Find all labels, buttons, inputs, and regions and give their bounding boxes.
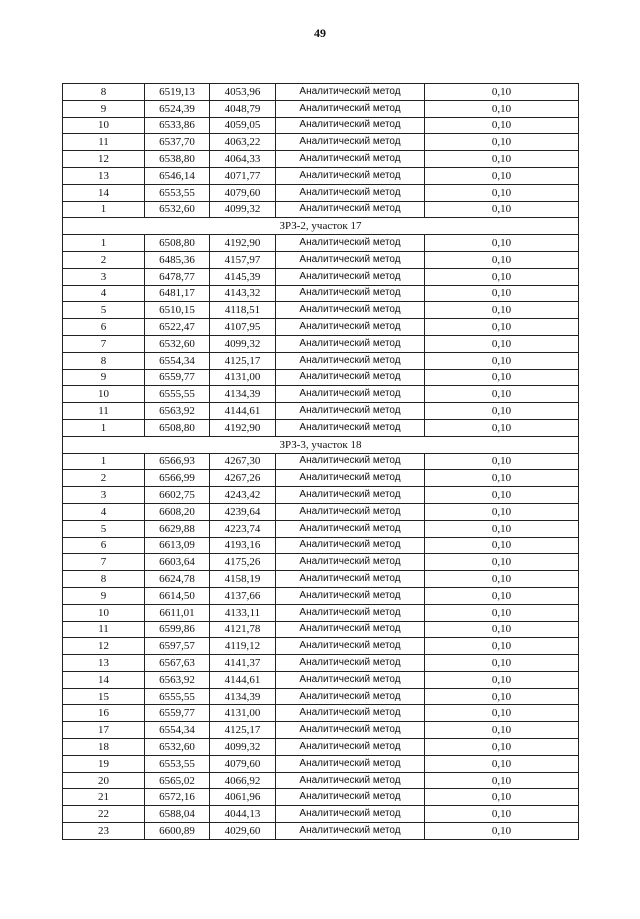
determination-method: Аналитический метод: [276, 520, 425, 537]
accuracy-value: 0,10: [425, 621, 579, 638]
determination-method: Аналитический метод: [276, 823, 425, 840]
coordinate-x: 6508,80: [145, 419, 210, 436]
determination-method: Аналитический метод: [276, 587, 425, 604]
coordinate-y: 4133,11: [210, 604, 276, 621]
determination-method: Аналитический метод: [276, 84, 425, 101]
determination-method: Аналитический метод: [276, 251, 425, 268]
accuracy-value: 0,10: [425, 369, 579, 386]
coordinate-x: 6567,63: [145, 655, 210, 672]
coordinate-x: 6555,55: [145, 386, 210, 403]
coordinate-y: 4053,96: [210, 84, 276, 101]
coordinate-y: 4192,90: [210, 419, 276, 436]
table-row: [63, 688, 579, 705]
accuracy-value: 0,10: [425, 655, 579, 672]
table-row: [63, 739, 579, 756]
determination-method: Аналитический метод: [276, 151, 425, 168]
coordinate-y: 4134,39: [210, 386, 276, 403]
determination-method: Аналитический метод: [276, 167, 425, 184]
coordinate-x: 6481,17: [145, 285, 210, 302]
accuracy-value: 0,10: [425, 302, 579, 319]
coordinate-y: 4059,05: [210, 117, 276, 134]
table-row: [63, 403, 579, 420]
coordinate-x: 6597,57: [145, 638, 210, 655]
point-number: 13: [63, 655, 145, 672]
determination-method: Аналитический метод: [276, 335, 425, 352]
accuracy-value: 0,10: [425, 386, 579, 403]
determination-method: Аналитический метод: [276, 117, 425, 134]
page-number: 49: [314, 26, 326, 40]
accuracy-value: 0,10: [425, 470, 579, 487]
accuracy-value: 0,10: [425, 739, 579, 756]
coordinate-y: 4193,16: [210, 537, 276, 554]
coordinate-y: 4175,26: [210, 554, 276, 571]
table-row: [63, 167, 579, 184]
coordinate-y: 4143,32: [210, 285, 276, 302]
coordinates-table: [62, 83, 579, 840]
point-number: 17: [63, 722, 145, 739]
table-row: [63, 201, 579, 218]
determination-method: Аналитический метод: [276, 621, 425, 638]
point-number: 21: [63, 789, 145, 806]
coordinate-x: 6563,92: [145, 403, 210, 420]
point-number: 5: [63, 302, 145, 319]
table-row: [63, 470, 579, 487]
determination-method: Аналитический метод: [276, 554, 425, 571]
table-row: [63, 285, 579, 302]
accuracy-value: 0,10: [425, 100, 579, 117]
coordinate-x: 6600,89: [145, 823, 210, 840]
point-number: 9: [63, 100, 145, 117]
coordinate-y: 4099,32: [210, 739, 276, 756]
accuracy-value: 0,10: [425, 184, 579, 201]
section-header-row: [63, 436, 579, 453]
coordinate-x: 6614,50: [145, 587, 210, 604]
table-row: [63, 335, 579, 352]
coordinate-x: 6611,01: [145, 604, 210, 621]
table-row: [63, 638, 579, 655]
point-number: 11: [63, 621, 145, 638]
coordinate-y: 4125,17: [210, 352, 276, 369]
determination-method: Аналитический метод: [276, 319, 425, 336]
point-number: 9: [63, 587, 145, 604]
coordinate-y: 4267,30: [210, 453, 276, 470]
table-row: [63, 823, 579, 840]
determination-method: Аналитический метод: [276, 403, 425, 420]
point-number: 20: [63, 772, 145, 789]
determination-method: Аналитический метод: [276, 638, 425, 655]
accuracy-value: 0,10: [425, 604, 579, 621]
point-number: 8: [63, 84, 145, 101]
determination-method: Аналитический метод: [276, 671, 425, 688]
coordinate-y: 4066,92: [210, 772, 276, 789]
accuracy-value: 0,10: [425, 117, 579, 134]
point-number: 8: [63, 352, 145, 369]
coordinate-x: 6538,80: [145, 151, 210, 168]
coordinate-x: 6559,77: [145, 369, 210, 386]
accuracy-value: 0,10: [425, 251, 579, 268]
coordinate-x: 6553,55: [145, 755, 210, 772]
coordinate-x: 6546,14: [145, 167, 210, 184]
table-row: [63, 487, 579, 504]
accuracy-value: 0,10: [425, 806, 579, 823]
coordinate-y: 4157,97: [210, 251, 276, 268]
point-number: 5: [63, 520, 145, 537]
table-row: [63, 184, 579, 201]
coordinate-y: 4044,13: [210, 806, 276, 823]
coordinate-y: 4239,64: [210, 503, 276, 520]
coordinate-y: 4223,74: [210, 520, 276, 537]
coordinate-x: 6629,88: [145, 520, 210, 537]
determination-method: Аналитический метод: [276, 235, 425, 252]
coordinate-x: 6554,34: [145, 722, 210, 739]
coordinate-y: 4118,51: [210, 302, 276, 319]
coordinate-x: 6602,75: [145, 487, 210, 504]
point-number: 9: [63, 369, 145, 386]
table-row: [63, 554, 579, 571]
determination-method: Аналитический метод: [276, 352, 425, 369]
accuracy-value: 0,10: [425, 84, 579, 101]
point-number: 8: [63, 571, 145, 588]
accuracy-value: 0,10: [425, 503, 579, 520]
table-row: [63, 671, 579, 688]
coordinate-x: 6555,55: [145, 688, 210, 705]
coordinate-x: 6559,77: [145, 705, 210, 722]
point-number: 7: [63, 335, 145, 352]
table-row: [63, 84, 579, 101]
coordinate-y: 4144,61: [210, 671, 276, 688]
coordinate-x: 6553,55: [145, 184, 210, 201]
table-row: [63, 235, 579, 252]
accuracy-value: 0,10: [425, 268, 579, 285]
coordinate-x: 6510,15: [145, 302, 210, 319]
point-number: 4: [63, 285, 145, 302]
coordinate-y: 4079,60: [210, 755, 276, 772]
point-number: 2: [63, 470, 145, 487]
coordinates-table-body: [63, 84, 579, 840]
table-row: [63, 520, 579, 537]
table-row: [63, 604, 579, 621]
coordinate-x: 6508,80: [145, 235, 210, 252]
determination-method: Аналитический метод: [276, 419, 425, 436]
point-number: 10: [63, 117, 145, 134]
determination-method: Аналитический метод: [276, 503, 425, 520]
determination-method: Аналитический метод: [276, 302, 425, 319]
table-row: [63, 302, 579, 319]
coordinate-x: 6563,92: [145, 671, 210, 688]
coordinate-y: 4099,32: [210, 201, 276, 218]
coordinate-x: 6533,86: [145, 117, 210, 134]
determination-method: Аналитический метод: [276, 772, 425, 789]
coordinate-x: 6566,93: [145, 453, 210, 470]
table-row: [63, 352, 579, 369]
coordinate-x: 6532,60: [145, 335, 210, 352]
point-number: 13: [63, 167, 145, 184]
table-row: [63, 369, 579, 386]
accuracy-value: 0,10: [425, 335, 579, 352]
accuracy-value: 0,10: [425, 755, 579, 772]
table-row: [63, 571, 579, 588]
accuracy-value: 0,10: [425, 520, 579, 537]
determination-method: Аналитический метод: [276, 755, 425, 772]
accuracy-value: 0,10: [425, 554, 579, 571]
table-row: [63, 772, 579, 789]
coordinate-x: 6485,36: [145, 251, 210, 268]
accuracy-value: 0,10: [425, 319, 579, 336]
accuracy-value: 0,10: [425, 587, 579, 604]
accuracy-value: 0,10: [425, 285, 579, 302]
point-number: 15: [63, 688, 145, 705]
accuracy-value: 0,10: [425, 235, 579, 252]
coordinate-x: 6532,60: [145, 201, 210, 218]
coordinate-x: 6524,39: [145, 100, 210, 117]
accuracy-value: 0,10: [425, 688, 579, 705]
point-number: 7: [63, 554, 145, 571]
accuracy-value: 0,10: [425, 671, 579, 688]
table-row: [63, 319, 579, 336]
table-row: [63, 722, 579, 739]
coordinate-y: 4048,79: [210, 100, 276, 117]
coordinate-y: 4267,26: [210, 470, 276, 487]
coordinate-y: 4071,77: [210, 167, 276, 184]
coordinate-y: 4119,12: [210, 638, 276, 655]
coordinate-x: 6603,64: [145, 554, 210, 571]
table-row: [63, 100, 579, 117]
point-number: 14: [63, 671, 145, 688]
point-number: 19: [63, 755, 145, 772]
table-row: [63, 655, 579, 672]
determination-method: Аналитический метод: [276, 268, 425, 285]
accuracy-value: 0,10: [425, 571, 579, 588]
point-number: 3: [63, 268, 145, 285]
determination-method: Аналитический метод: [276, 184, 425, 201]
determination-method: Аналитический метод: [276, 722, 425, 739]
determination-method: Аналитический метод: [276, 134, 425, 151]
determination-method: Аналитический метод: [276, 571, 425, 588]
determination-method: Аналитический метод: [276, 285, 425, 302]
point-number: 1: [63, 419, 145, 436]
coordinate-x: 6624,78: [145, 571, 210, 588]
point-number: 11: [63, 403, 145, 420]
coordinate-x: 6572,16: [145, 789, 210, 806]
point-number: 22: [63, 806, 145, 823]
coordinate-x: 6519,13: [145, 84, 210, 101]
determination-method: Аналитический метод: [276, 604, 425, 621]
coordinate-y: 4029,60: [210, 823, 276, 840]
point-number: 16: [63, 705, 145, 722]
coordinate-y: 4131,00: [210, 369, 276, 386]
coordinate-y: 4144,61: [210, 403, 276, 420]
accuracy-value: 0,10: [425, 201, 579, 218]
coordinate-x: 6554,34: [145, 352, 210, 369]
determination-method: Аналитический метод: [276, 655, 425, 672]
section-header-row: [63, 218, 579, 235]
accuracy-value: 0,10: [425, 537, 579, 554]
coordinate-y: 4137,66: [210, 587, 276, 604]
table-row: [63, 621, 579, 638]
section-title: ЗРЗ-2, участок 17: [63, 218, 579, 235]
coordinate-y: 4192,90: [210, 235, 276, 252]
coordinate-x: 6537,70: [145, 134, 210, 151]
determination-method: Аналитический метод: [276, 201, 425, 218]
point-number: 11: [63, 134, 145, 151]
point-number: 6: [63, 319, 145, 336]
coordinate-y: 4125,17: [210, 722, 276, 739]
accuracy-value: 0,10: [425, 453, 579, 470]
accuracy-value: 0,10: [425, 419, 579, 436]
coordinate-y: 4141,37: [210, 655, 276, 672]
table-row: [63, 117, 579, 134]
determination-method: Аналитический метод: [276, 386, 425, 403]
table-row: [63, 755, 579, 772]
coordinate-x: 6613,09: [145, 537, 210, 554]
determination-method: Аналитический метод: [276, 739, 425, 756]
accuracy-value: 0,10: [425, 352, 579, 369]
point-number: 10: [63, 604, 145, 621]
coordinate-y: 4243,42: [210, 487, 276, 504]
point-number: 3: [63, 487, 145, 504]
determination-method: Аналитический метод: [276, 100, 425, 117]
point-number: 14: [63, 184, 145, 201]
table-row: [63, 419, 579, 436]
coordinate-y: 4064,33: [210, 151, 276, 168]
table-row: [63, 503, 579, 520]
table-row: [63, 151, 579, 168]
point-number: 18: [63, 739, 145, 756]
coordinate-y: 4099,32: [210, 335, 276, 352]
determination-method: Аналитический метод: [276, 369, 425, 386]
determination-method: Аналитический метод: [276, 688, 425, 705]
coordinate-x: 6532,60: [145, 739, 210, 756]
point-number: 12: [63, 638, 145, 655]
coordinate-y: 4158,19: [210, 571, 276, 588]
point-number: 1: [63, 235, 145, 252]
table-row: [63, 705, 579, 722]
coordinate-y: 4121,78: [210, 621, 276, 638]
accuracy-value: 0,10: [425, 638, 579, 655]
accuracy-value: 0,10: [425, 167, 579, 184]
section-title: ЗРЗ-3, участок 18: [63, 436, 579, 453]
point-number: 1: [63, 453, 145, 470]
determination-method: Аналитический метод: [276, 537, 425, 554]
accuracy-value: 0,10: [425, 705, 579, 722]
coordinate-y: 4063,22: [210, 134, 276, 151]
table-row: [63, 537, 579, 554]
accuracy-value: 0,10: [425, 823, 579, 840]
coordinate-y: 4131,00: [210, 705, 276, 722]
determination-method: Аналитический метод: [276, 453, 425, 470]
coordinate-x: 6565,02: [145, 772, 210, 789]
point-number: 6: [63, 537, 145, 554]
coordinate-y: 4061,96: [210, 789, 276, 806]
coordinate-x: 6566,99: [145, 470, 210, 487]
accuracy-value: 0,10: [425, 487, 579, 504]
determination-method: Аналитический метод: [276, 470, 425, 487]
table-row: [63, 453, 579, 470]
coordinate-y: 4079,60: [210, 184, 276, 201]
coordinate-x: 6478,77: [145, 268, 210, 285]
determination-method: Аналитический метод: [276, 705, 425, 722]
coordinate-y: 4145,39: [210, 268, 276, 285]
accuracy-value: 0,10: [425, 789, 579, 806]
coordinate-x: 6599,86: [145, 621, 210, 638]
table-row: [63, 134, 579, 151]
determination-method: Аналитический метод: [276, 487, 425, 504]
accuracy-value: 0,10: [425, 772, 579, 789]
point-number: 12: [63, 151, 145, 168]
accuracy-value: 0,10: [425, 151, 579, 168]
coordinate-y: 4107,95: [210, 319, 276, 336]
point-number: 2: [63, 251, 145, 268]
accuracy-value: 0,10: [425, 134, 579, 151]
point-number: 1: [63, 201, 145, 218]
coordinate-y: 4134,39: [210, 688, 276, 705]
point-number: 4: [63, 503, 145, 520]
table-row: [63, 789, 579, 806]
coordinate-x: 6608,20: [145, 503, 210, 520]
coordinate-x: 6588,04: [145, 806, 210, 823]
determination-method: Аналитический метод: [276, 789, 425, 806]
accuracy-value: 0,10: [425, 722, 579, 739]
table-row: [63, 806, 579, 823]
accuracy-value: 0,10: [425, 403, 579, 420]
table-row: [63, 251, 579, 268]
determination-method: Аналитический метод: [276, 806, 425, 823]
table-row: [63, 587, 579, 604]
table-row: [63, 268, 579, 285]
coordinate-x: 6522,47: [145, 319, 210, 336]
point-number: 10: [63, 386, 145, 403]
point-number: 23: [63, 823, 145, 840]
table-row: [63, 386, 579, 403]
